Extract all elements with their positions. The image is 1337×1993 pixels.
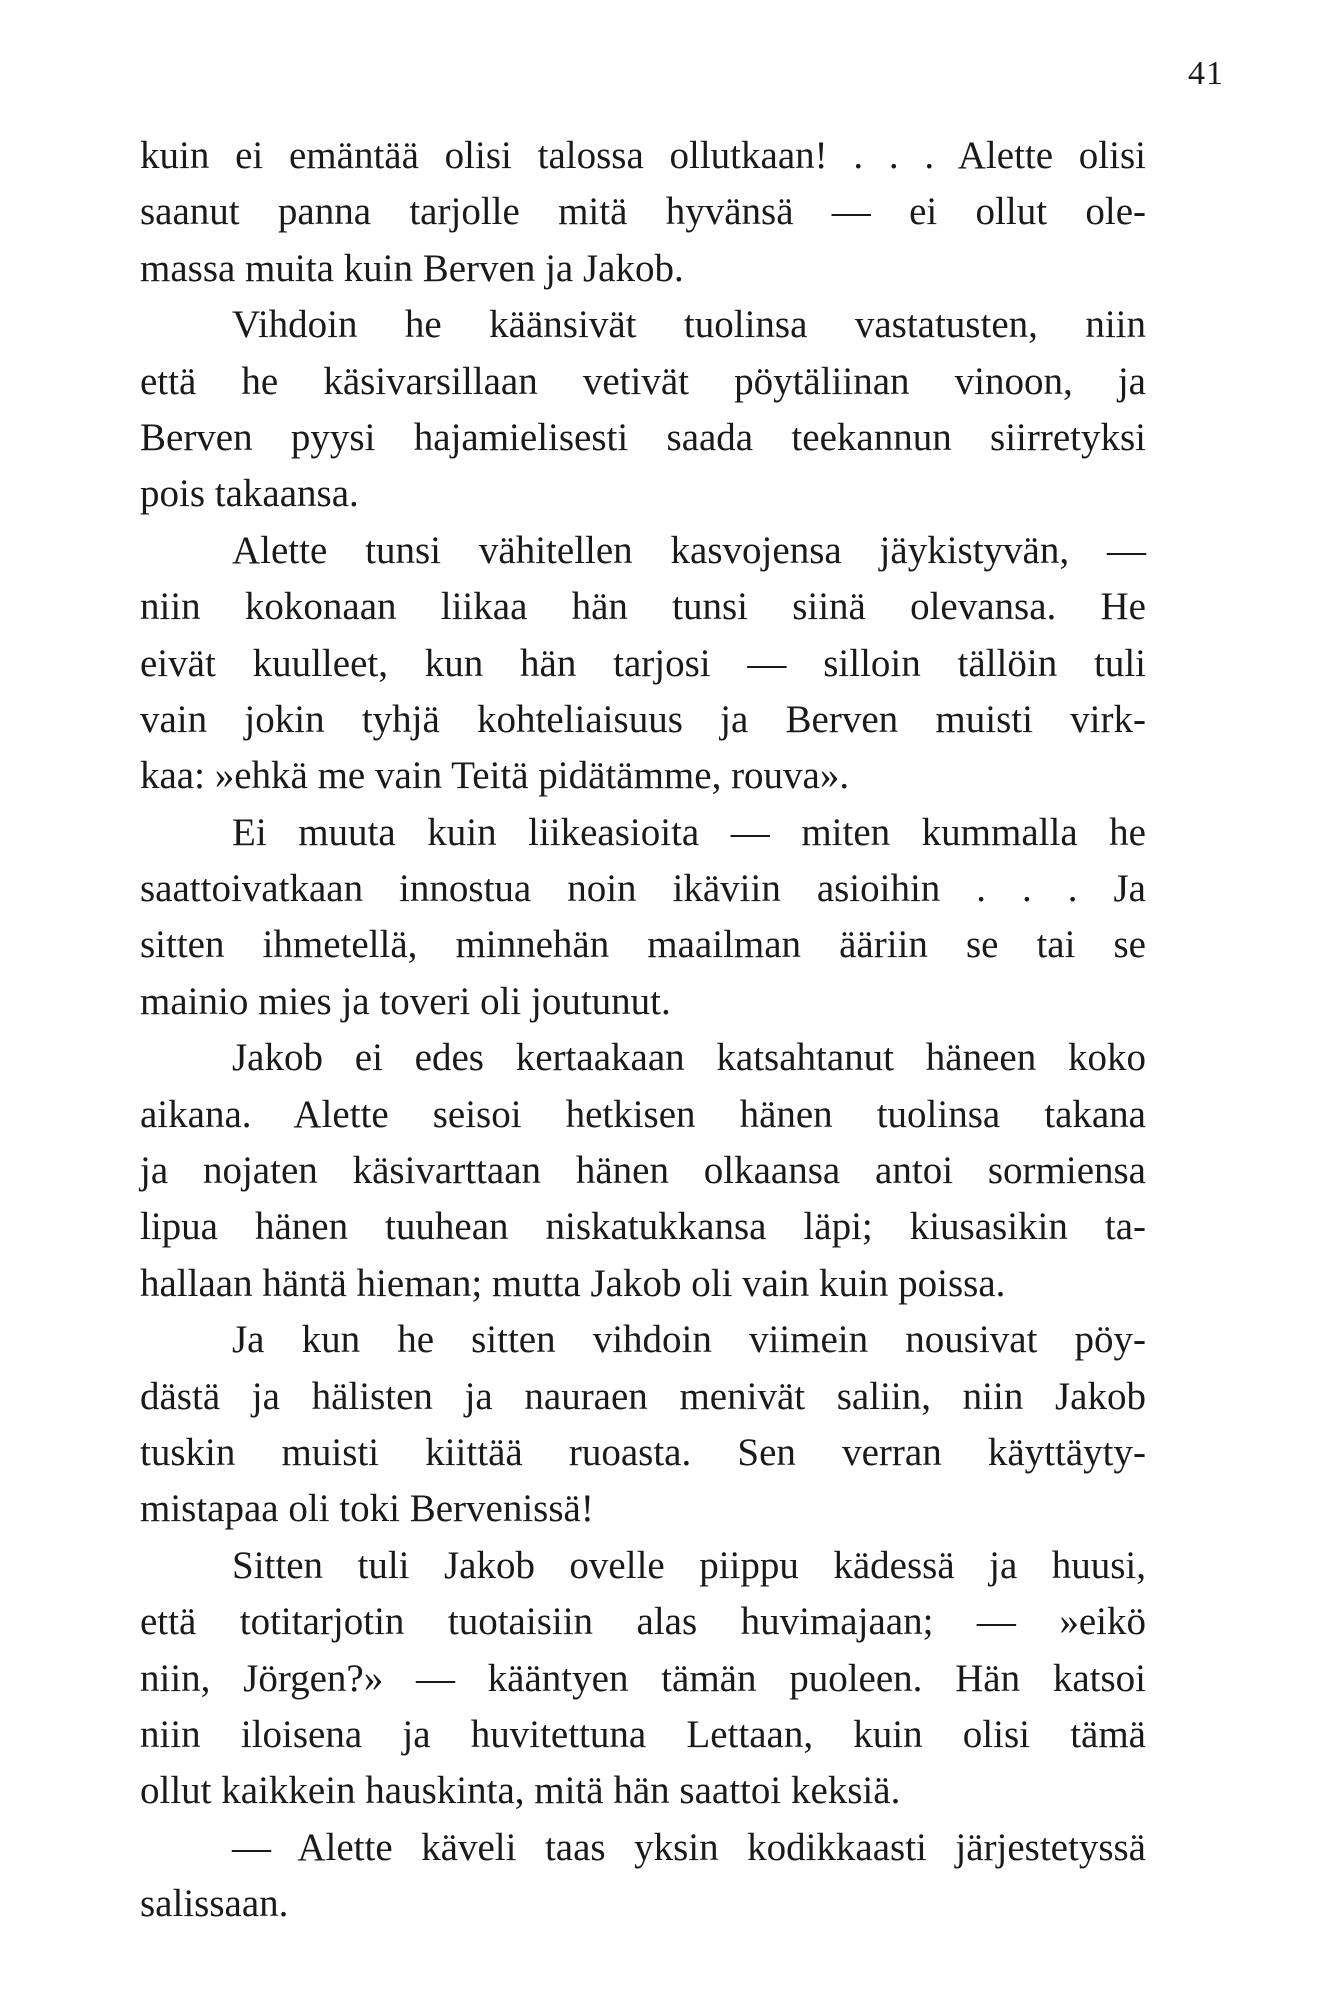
text-line: kuin ei emäntää olisi talossa ollutkaan! . . . Alette olisi bbox=[140, 134, 1146, 177]
text-line: että he käsivarsillaan vetivät pöytäliinan vinoon, ja bbox=[140, 359, 1146, 403]
text-line: ollut kaikkein hauskinta, mitä hän saattoi keksiä. bbox=[140, 1769, 901, 1813]
text-line: Ei muuta kuin liikeasioita — miten kummalla he bbox=[232, 810, 1146, 854]
text-line: kaa: »ehkä me vain Teitä pidätämme, rouva». bbox=[140, 754, 850, 798]
text-line: Ja kun he sitten vihdoin viimein nousivat pöy- bbox=[232, 1318, 1146, 1362]
text-line: pois takaansa. bbox=[140, 472, 359, 516]
text-line: niin iloisena ja huvitettuna Lettaan, kuin olisi tämä bbox=[140, 1712, 1146, 1756]
text-line: hallaan häntä hieman; mutta Jakob oli vain kuin poissa. bbox=[140, 1261, 1006, 1305]
text-line: mainio mies ja toveri oli joutunut. bbox=[140, 979, 671, 1023]
text-line: että totitarjotin tuotaisiin alas huvimajaan; — »eikö bbox=[140, 1600, 1146, 1644]
text-line: mistapaa oli toki Bervenissä! bbox=[140, 1487, 594, 1531]
text-line: niin kokonaan liikaa hän tunsi siinä olevansa. He bbox=[140, 585, 1146, 629]
text-line: niin, Jörgen?» — kääntyen tämän puoleen. Hän katsoi bbox=[140, 1656, 1146, 1700]
page-number: 41 bbox=[1188, 55, 1224, 92]
text-line: massa muita kuin Berven ja Jakob. bbox=[140, 246, 684, 290]
text-line: salissaan. bbox=[140, 1882, 289, 1926]
text-line: eivät kuulleet, kun hän tarjosi — silloin tällöin tuli bbox=[140, 641, 1146, 685]
text-line: sitten ihmetellä, minnehän maailman ääriin se tai se bbox=[140, 923, 1146, 967]
text-line: Jakob ei edes kertaakaan katsahtanut häneen koko bbox=[232, 1036, 1146, 1080]
text-line: saattoivatkaan innostua noin ikäviin asioihin . . . Ja bbox=[140, 867, 1146, 911]
body-text bbox=[140, 128, 1146, 1933]
text-line: aikana. Alette seisoi hetkisen hänen tuolinsa takana bbox=[140, 1092, 1146, 1136]
text-line: tuskin muisti kiittää ruoasta. Sen verran käyttäyty- bbox=[140, 1430, 1146, 1474]
text-line: — Alette käveli taas yksin kodikkaasti järjestetyssä bbox=[232, 1825, 1146, 1869]
text-line: Alette tunsi vähitellen kasvojensa jäykistyvän, — bbox=[232, 528, 1146, 572]
text-line: Sitten tuli Jakob ovelle piippu kädessä ja huusi, bbox=[232, 1543, 1146, 1587]
text-line: ja nojaten käsivarttaan hänen olkaansa antoi sormiensa bbox=[140, 1149, 1146, 1193]
text-line: vain jokin tyhjä kohteliaisuus ja Berven muisti virk- bbox=[140, 697, 1146, 741]
text-line: Vihdoin he käänsivät tuolinsa vastatusten, niin bbox=[232, 303, 1146, 347]
text-line: dästä ja hälisten ja nauraen menivät saliin, niin Jakob bbox=[140, 1374, 1146, 1418]
text-line: saanut panna tarjolle mitä hyvänsä — ei ollut ole- bbox=[140, 190, 1146, 234]
text-line: lipua hänen tuuhean niskatukkansa läpi; kiusasikin ta- bbox=[140, 1205, 1146, 1249]
text-line: Berven pyysi hajamielisesti saada teekannun siirretyksi bbox=[140, 415, 1146, 459]
